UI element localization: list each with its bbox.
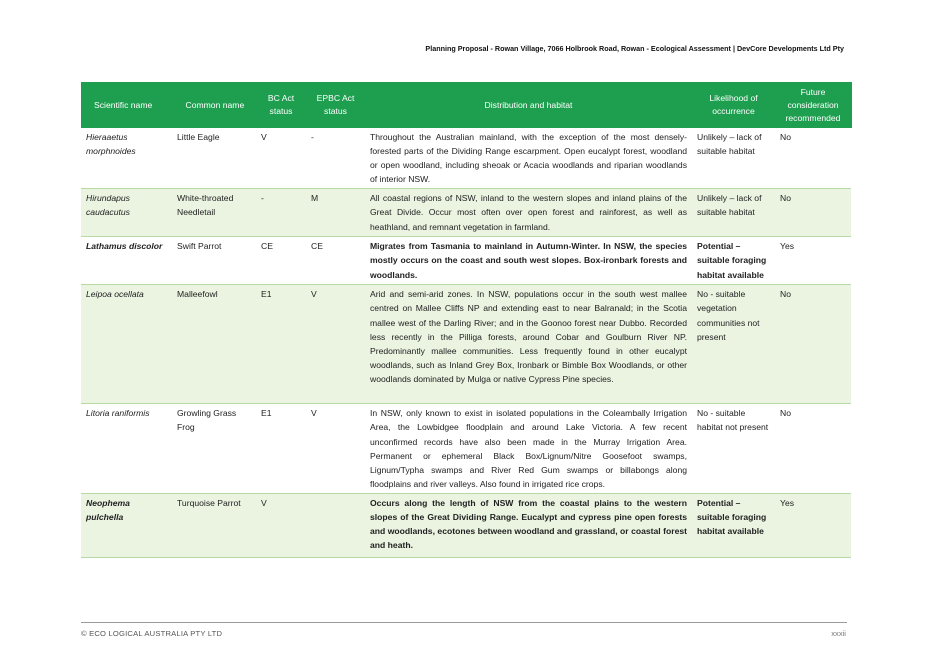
cell-bc: V	[256, 493, 306, 557]
cell-future: No	[775, 189, 851, 237]
cell-common: Malleefowl	[172, 285, 256, 404]
cell-distribution: Occurs along the length of NSW from the coastal plains to the western slopes of the Great Dividing Range. Eucalypt and cypress pine open forests and woodlands, ecotones between woodland and grassland, or coastal forest and heath.	[365, 493, 692, 557]
cell-likelihood: No - suitable habitat not present	[692, 404, 775, 494]
cell-distribution: All coastal regions of NSW, inland to the western slopes and inland plains of the Great Divide. Occur most often over open forest and rainforest, as well as heathland, and remnant vegetation in farmland.	[365, 189, 692, 237]
cell-scientific: Hirundapus caudacutus	[81, 189, 172, 237]
cell-distribution: Throughout the Australian mainland, with the exception of the most densely-forested parts of the Dividing Range escarpment. Open eucalypt forest, woodland or open woodland, including sheoak or Acacia woodlands and riparian woodlands of interior NSW.	[365, 128, 692, 189]
cell-epbc: V	[306, 285, 365, 404]
col-common-name: Common name	[172, 82, 256, 128]
cell-likelihood: Potential – suitable foraging habitat available	[692, 493, 775, 557]
cell-epbc: M	[306, 189, 365, 237]
col-distribution-habitat: Distribution and habitat	[365, 82, 692, 128]
cell-scientific: Lathamus discolor	[81, 237, 172, 285]
cell-distribution: In NSW, only known to exist in isolated populations in the Coleambally Irrigation Area, the Lowbidgee floodplain and around Lake Victoria. A few recent unconfirmed records have also been made in the Murray Irrigation Area. Permanent or ephemeral Black Box/Lignum/Nitre Goosefoot swamps, Lignum/Typha swamps and River Red Gum swamps or billabongs along floodplains and river valleys. Also found in irrigated rice crops.	[365, 404, 692, 494]
col-future-consideration: Future consideration recommended	[775, 82, 851, 128]
cell-future: No	[775, 128, 851, 189]
table-row	[81, 285, 851, 404]
cell-common: White-throated Needletail	[172, 189, 256, 237]
cell-epbc	[306, 493, 365, 557]
cell-bc: E1	[256, 285, 306, 404]
cell-bc: V	[256, 128, 306, 189]
page-number: xxxii	[831, 629, 846, 638]
cell-future: Yes	[775, 237, 851, 285]
col-scientific-name: Scientific name	[81, 82, 172, 128]
table-header-row	[81, 82, 851, 128]
cell-scientific: Hieraaetus morphnoides	[81, 128, 172, 189]
table-row	[81, 404, 851, 494]
cell-epbc: V	[306, 404, 365, 494]
table-row	[81, 493, 851, 557]
footer-divider	[81, 622, 847, 623]
footer-copyright: © ECO LOGICAL AUSTRALIA PTY LTD	[81, 629, 223, 638]
cell-scientific: Litoria raniformis	[81, 404, 172, 494]
col-epbc-act-status: EPBC Act status	[306, 82, 365, 128]
cell-likelihood: Potential – suitable foraging habitat available	[692, 237, 775, 285]
cell-future: No	[775, 404, 851, 494]
cell-likelihood: Unlikely – lack of suitable habitat	[692, 189, 775, 237]
cell-future: No	[775, 285, 851, 404]
cell-distribution: Arid and semi-arid zones. In NSW, populations occur in the south west mallee centred on Mallee Cliffs NP and extending east to near Balranald; in the Scotia mallee west of the Darling River; and in the Goonoo forest near Dubbo. Recorded less recently in the Pilliga forests, around Cobar and Goulburn River NP. Predominantly mallee communities. Less frequently found in other eucalypt woodlands, such as Inland Grey Box, Ironbark or Bimble Box Woodlands, or other woodlands dominated by Mulga or native Cypress Pine species.	[365, 285, 692, 404]
running-header: Planning Proposal - Rowan Village, 7066 Holbrook Road, Rowan - Ecological Assessment | DevCore Developments Ltd Pty	[425, 44, 844, 53]
col-likelihood: Likelihood of occurrence	[692, 82, 775, 128]
table-row	[81, 128, 851, 189]
cell-likelihood: No - suitable vegetation communities not present	[692, 285, 775, 404]
table-row	[81, 237, 851, 285]
cell-epbc: CE	[306, 237, 365, 285]
cell-epbc: -	[306, 128, 365, 189]
cell-distribution: Migrates from Tasmania to mainland in Autumn-Winter. In NSW, the species mostly occurs on the coast and south west slopes. Box-ironbark forests and woodlands.	[365, 237, 692, 285]
col-bc-act-status: BC Act status	[256, 82, 306, 128]
cell-scientific: Leipoa ocellata	[81, 285, 172, 404]
species-table	[81, 82, 852, 558]
cell-bc: E1	[256, 404, 306, 494]
cell-likelihood: Unlikely – lack of suitable habitat	[692, 128, 775, 189]
cell-common: Little Eagle	[172, 128, 256, 189]
cell-common: Swift Parrot	[172, 237, 256, 285]
cell-bc: -	[256, 189, 306, 237]
cell-future: Yes	[775, 493, 851, 557]
cell-bc: CE	[256, 237, 306, 285]
cell-common: Turquoise Parrot	[172, 493, 256, 557]
table-row	[81, 189, 851, 237]
cell-scientific: Neophema pulchella	[81, 493, 172, 557]
cell-common: Growling Grass Frog	[172, 404, 256, 494]
